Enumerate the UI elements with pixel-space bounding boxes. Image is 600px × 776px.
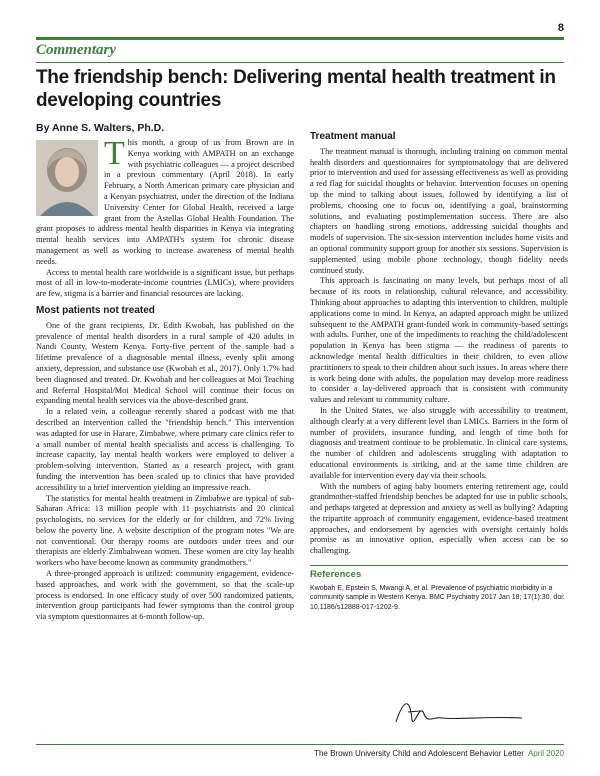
author-photo-icon (36, 140, 98, 216)
paragraph: This approach is fascinating on many levels, but perhaps most of all because of its roots in relationship, cultural relevance, and accessibility. Thinking about approaches to adapting this intervention to children, multiple applications come to mind. In Kenya, an adapted approach might be utilized subsequent to the AMPATH grant-funded work in community-based settings with adults. Further, one of the impediments to reaching the child/adolescent population in Kenya has been stigma — the readiness of parents to acknowledge mental health difficulties in their children, to even allow practitioners to speak to their children about such issues. In areas where there is work being done with adults, the population may develop more readiness to consider a lay-delivered approach that is consistent with community values and relevant to community culture. (310, 276, 568, 405)
paragraph: The treatment manual is thorough, including training on common mental health disorders and questionnaires for symptomatology that are delivered prior to intervention and used for assessing effectiveness as well as providing a red flag for suicidal thoughts or behavior. Intervention focuses on opening up the mind to talking about issues, followed by identifying a list of problems, choosing one to focus on, identifying a goal, brainstorming solutions, and evaluating postimplementation success. There are also chapters on handling strong emotions, addressing suicidal thoughts and models of supervision. The six-session intervention includes home visits and an optional community support group for another six sessions. Supervision is supplemented using mobile phone technology, though fidelity needs continued study. (310, 146, 568, 275)
paragraph: A three-pronged approach is utilized: community engagement, evidence-based approaches, and work with the government, so that the scale-up process is endorsed. In one efficacy study of over 500 randomized patients, intervention group participants had fewer symptoms than the control group via symptom questionnaires at 6-month follow-up. (36, 569, 294, 622)
paragraph: The statistics for mental health treatment in Zimbabwe are typical of sub-Saharan Africa: 13 million people with 11 psychiatrists and 20 clinical psychologists, no services for the elderly or for children, and 72% living below the poverty line. A website description of the program notes "We are not conventional. Our therapy rooms are outdoors under trees and our therapists are elderly Zimbabwean women. These women are city lay health workers who have become known as community grandmothers." (36, 493, 294, 568)
paragraph: One of the grant recipients, Dr. Edith Kwobah, has published on the prevalence of mental health disorders in a rural sample of 420 adults in Nandi County, Western Kenya. Forty-five percent of the sample had a lifetime prevalence of a diagnosable mental illness, evenly split among anxiety, depression, and substance use (Kwobah et al., 2017). Only 1.7% had been diagnosed and treated. Dr. Kwobah and her colleagues at Moi Teaching and Referral Hospital/Moi Medical School will continue their focus on expanding mental health services via the above-described grant. (36, 320, 294, 406)
drop-cap: T (104, 135, 125, 172)
paragraph: In the United States, we also struggle with accessibility to treatment, although clearly at a very different level than LMICs. Barriers in the form of number of providers, insurance funding, and length of time both for diagnosis and treatment continue to be problematic. In clinical care systems, the number of children and adolescents struggling with adaptation to educational environments is striking, and at the same time children are available for intervention every day via their schools. (310, 405, 568, 480)
page-number: 8 (557, 22, 564, 34)
footer-rule (36, 744, 564, 745)
references-rule (310, 565, 568, 566)
paragraph: Access to mental health care worldwide is a significant issue, but perhaps most of all in low-to-moderate-income countries (LMICs), where providers are few, stigma is a barrier and financial resources are lacking. (36, 267, 294, 299)
article-title: The friendship bench: Delivering mental health treatment in developing countries (36, 67, 556, 111)
heading-treatment-manual: Treatment manual (310, 131, 396, 142)
byline: By Anne S. Walters, Ph.D. (36, 122, 165, 134)
references-heading: References (310, 569, 362, 581)
top-rule (36, 37, 564, 40)
signature-icon (390, 692, 530, 732)
right-column (310, 132, 568, 612)
paragraph: With the numbers of aging baby boomers entering retirement age, could grandmother-staffed friendship benches be adapted for use in public schools, and perhaps targeted at depression and anxiety as well as bullying? Adapting the tripartite approach of community engagement, evidence-based treatment approaches, and endorsement by agencies with oversight certainly holds promise as an innovative option, especially when access can be so challenging. (310, 481, 568, 556)
title-rule (36, 62, 564, 63)
section-label: Commentary (36, 42, 117, 58)
paragraph: In a related vein, a colleague recently shared a podcast with me that described an intervention called the "friendship bench." This intervention was adapted for use in Harare, Zimbabwe, where primary care clinics refer to a small number of mental health specialists and access is challenging. To increase capacity, lay mental health workers were employed to deliver a problem-solving intervention. Started as a research project, with grant funding the intervention has been scaled up to clinics that have provided accessibility to a brief intervention yielding an impressive reach. (36, 407, 294, 492)
reference-entry: Kwobah E, Epstein S, Mwangi A, et al. Prevalence of psychiatric morbidity in a community sample in Western Kenya. BMC Psychiatry 2017 Jan 18; 17(1):30. doi: 10.1186/s12888-017-1202-9. (310, 584, 565, 611)
heading-most-patients: Most patients not treated (36, 304, 155, 316)
issue-date: April 2020 (527, 749, 564, 758)
intro-paragraph: This month, a group of us from Brown are in Kenya working with AMPATH on an exchange with psychiatric colleagues — a project described in a previous commentary (April 2018). In early February, a North American primary care physician and a Kenyan psychiatrist, under the direction of the Indiana University Center for Global Health, received a large grant from the Astellas Global Health Foundation. The grant proposes to address mental health disparities in Kenya via integrating mental health services into AMPATH's system for chronic disease management as well as working to increase awareness of mental health needs. (36, 135, 294, 266)
left-column (36, 135, 294, 623)
author-photo (36, 140, 98, 216)
footer (314, 749, 564, 758)
publication-name: The Brown University Child and Adolescent Behavior Letter (314, 749, 524, 758)
